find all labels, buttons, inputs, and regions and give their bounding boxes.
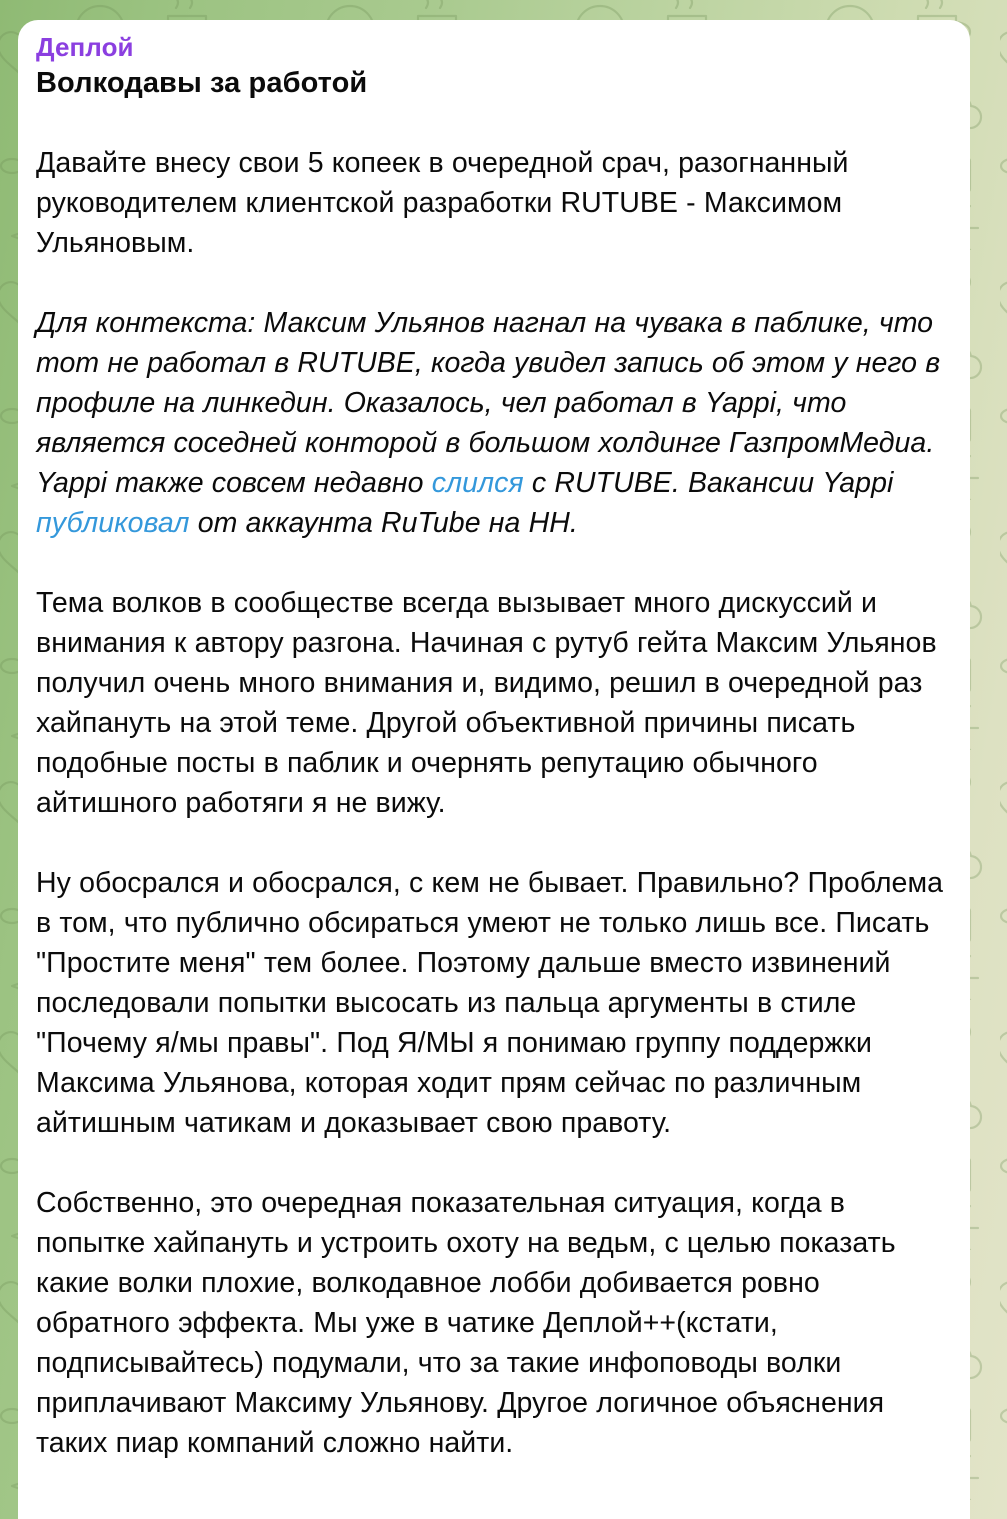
- message-paragraph-1: Давайте внесу свои 5 копеек в очередной срач, разогнанный руководителем клиентской разработки RUTUBE - Максимом Ульяновым.: [36, 146, 849, 259]
- message-paragraph-3: Тема волков в сообществе всегда вызывает много дискуссий и внимания к автору разгона. Начиная с рутуб гейта Максим Ульянов получил очень много внимания и, видимо, решил в очередной раз хайпануть на этой теме. Другой объективной причины писать подобные посты в паблик и очернять репутацию обычного айтишного работяги я не вижу.: [36, 586, 937, 819]
- link-slilsya[interactable]: слился: [431, 466, 524, 499]
- paragraph-2-text-a: Для контекста: Максим Ульянов нагнал на чувака в паблике, что тот не работал в RUTUBE, когда увидел запись об этом у него в профиле на линкедин. Оказалось, чел работал в Yappi, что является соседней конторой в большом холдинге ГазпромМедиа. Yappi также совсем недавно: [36, 306, 941, 499]
- message-paragraph-5: Собственно, это очередная показательная ситуация, когда в попытке хайпануть и устроить охоту на ведьм, с целью показать какие волки плохие, волкодавное лобби добивается ровно обратного эффекта. Мы уже в чатике Деплой++(кстати, подписывайтесь) подумали, что за такие инфоповоды волки приплачивают Максиму Ульянову. Другое логичное объяснения таких пиар компаний сложно найти.: [36, 1186, 896, 1459]
- paragraph-2-text-b: с RUTUBE. Вакансии Yappi: [523, 466, 894, 499]
- link-publikoval[interactable]: публиковал: [36, 506, 190, 539]
- paragraph-2-text-c: от аккаунта RuTube на HH.: [189, 506, 578, 539]
- message-paragraph-4: Ну обосрался и обосрался, с кем не бывает. Правильно? Проблема в том, что публично обсираться умеют не только лишь все. Писать "Простите меня" тем более. Поэтому дальше вместо извинений последовали попытки высосать из пальца аргументы в стиле "Почему я/мы правы". Под Я/МЫ я понимаю группу поддержки Максима Ульянова, которая ходит прям сейчас по различным айтишным чатикам и доказывает свою правоту.: [36, 866, 943, 1139]
- channel-name[interactable]: Деплой: [36, 32, 134, 62]
- post-title: Волкодавы за работой: [36, 66, 368, 99]
- message-paragraph-2: [36, 303, 948, 543]
- message-bubble[interactable]: [18, 20, 970, 1519]
